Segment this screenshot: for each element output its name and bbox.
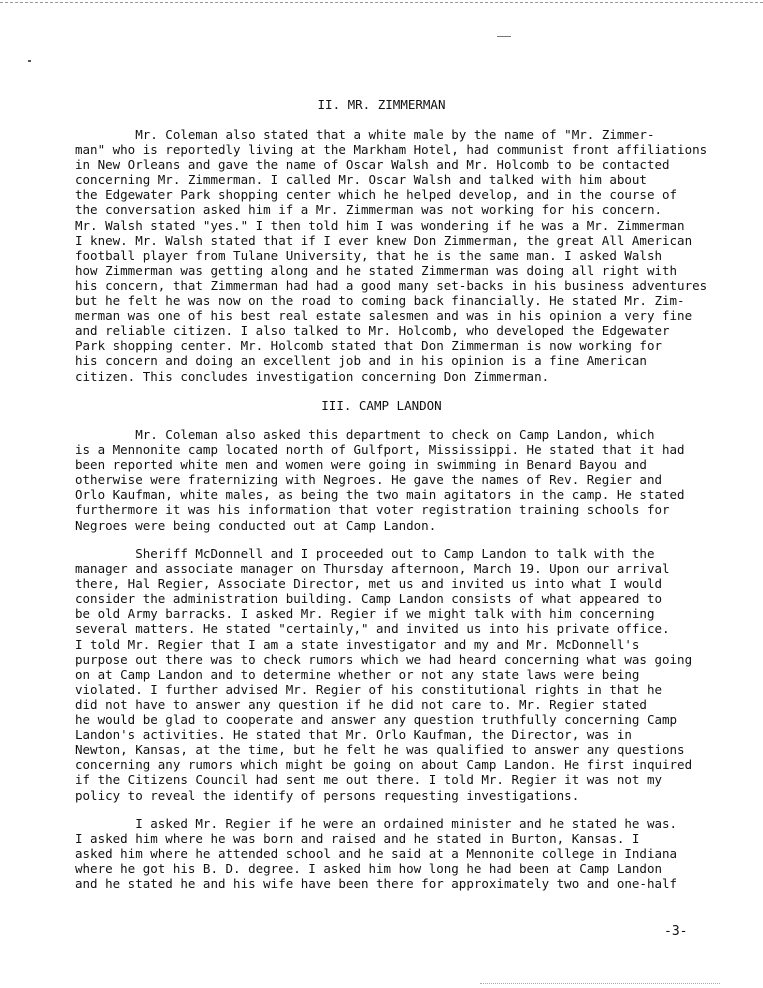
text-line: Mr. Coleman also stated that a white male by the name of "Mr. Zimmer- — [75, 127, 655, 142]
text-line: Mr. Coleman also asked this department to check on Camp Landon, which — [75, 427, 655, 442]
text-line: policy to reveal the identify of persons requesting investigations. — [75, 787, 580, 803]
camp-landon-paragraph-1 — [75, 427, 715, 533]
text-line: if the Citizens Council had sent me out there. I told Mr. Regier it was not my — [75, 772, 662, 788]
text-line: how Zimmerman was getting along and he stated Zimmerman was doing all right with — [75, 262, 678, 278]
text-line: Park shopping center. Mr. Holcomb stated that Don Zimmerman is now working for — [75, 338, 662, 354]
text-line: furthermore it was his information that voter registration training schools for — [75, 502, 670, 518]
text-line: several matters. He stated "certainly," and invited us into his private office. — [75, 621, 670, 637]
text-line: manager and associate manager on Thursday afternoon, March 19. Upon our arrival — [75, 561, 670, 577]
text-line: I told Mr. Regier that I am a state investigator and my and Mr. McDonnell's — [75, 636, 640, 652]
camp-landon-paragraph-3 — [75, 816, 715, 891]
text-line: otherwise were fraternizing with Negroes. He gave the names of Rev. Regier and — [75, 472, 662, 488]
text-line: his concern, that Zimmerman had had a good many set-backs in his business adventures — [75, 277, 708, 293]
text-line: purpose out there was to check rumors which we had heard concerning what was going — [75, 651, 693, 667]
zimmerman-paragraph — [75, 127, 715, 384]
section-heading-zimmerman: II. MR. ZIMMERMAN — [317, 97, 446, 112]
text-line: concerning Mr. Zimmerman. I called Mr. Oscar Walsh and talked with him about — [75, 172, 647, 188]
text-line: and he stated he and his wife have been there for approximately two and one-half — [75, 876, 678, 892]
text-line: but he felt he was now on the road to coming back financially. He stated Mr. Zim- — [75, 293, 685, 309]
text-line: and reliable citizen. I also talked to Mr. Holcomb, who developed the Edgewater — [75, 323, 670, 339]
text-line: there, Hal Regier, Associate Director, met us and invited us into what I would — [75, 576, 662, 592]
text-line: been reported white men and women were going in swimming in Benard Bayou and — [75, 457, 647, 473]
text-line: football player from Tulane University, that he is the same man. I asked Walsh — [75, 247, 662, 263]
text-line: he would be glad to cooperate and answer any question truthfully concerning Camp — [75, 712, 678, 728]
text-line: his concern and doing an excellent job and in his opinion is a fine American — [75, 353, 647, 369]
text-line: Newton, Kansas, at the time, but he felt he was qualified to answer any questions — [75, 742, 685, 758]
scan-mark — [497, 36, 511, 37]
scan-speck — [28, 60, 31, 62]
text-line: Mr. Walsh stated "yes." I then told him I was wondering if he was a Mr. Zimmerman — [75, 217, 685, 233]
text-line: I asked Mr. Regier if he were an ordained minister and he stated he was. — [75, 816, 678, 831]
text-line: violated. I further advised Mr. Regier of his constitutional rights in that he — [75, 681, 662, 697]
text-line: be old Army barracks. I asked Mr. Regier if we might talk with him concerning — [75, 606, 655, 622]
text-line: concerning any rumors which might be going on about Camp Landon. He first inquired — [75, 757, 693, 773]
text-line: I knew. Mr. Walsh stated that if I ever knew Don Zimmerman, the great All American — [75, 232, 693, 248]
text-line: in New Orleans and gave the name of Oscar Walsh and Mr. Holcomb to be contacted — [75, 157, 670, 173]
text-line: I asked him where he was born and raised and he stated in Burton, Kansas. I — [75, 831, 640, 847]
text-line: did not have to answer any question if he did not care to. Mr. Regier stated — [75, 696, 647, 712]
camp-landon-paragraph-2 — [75, 546, 715, 803]
text-line: is a Mennonite camp located north of Gulfport, Mississippi. He stated that it had — [75, 442, 685, 458]
text-line: man" who is reportedly living at the Markham Hotel, had communist front affiliations — [75, 142, 708, 158]
text-line: merman was one of his best real estate salesmen and was in his opinion a very fine — [75, 308, 693, 324]
text-line: consider the administration building. Camp Landon consists of what appeared to — [75, 591, 662, 607]
text-line: asked him where he attended school and he said at a Mennonite college in Indiana — [75, 846, 678, 862]
text-line: Orlo Kaufman, white males, as being the two main agitators in the camp. He stated — [75, 487, 685, 503]
text-line: the conversation asked him if a Mr. Zimmerman was not working for his concern. — [75, 202, 662, 218]
text-line: Landon's activities. He stated that Mr. Orlo Kaufman, the Director, was in — [75, 727, 632, 743]
page-top-border — [0, 2, 763, 3]
page-bottom-dots — [480, 983, 720, 984]
text-line: where he got his B. D. degree. I asked him how long he had been at Camp Landon — [75, 861, 662, 877]
section-heading-camp-landon: III. CAMP LANDON — [321, 398, 442, 413]
text-line: Sheriff McDonnell and I proceeded out to Camp Landon to talk with the — [75, 546, 655, 561]
text-line: Negroes were being conducted out at Camp Landon. — [75, 517, 437, 533]
text-line: the Edgewater Park shopping center which he helped develop, and in the course of — [75, 187, 678, 203]
text-line: citizen. This concludes investigation concerning Don Zimmerman. — [75, 368, 550, 384]
page-number: -3- — [664, 924, 688, 939]
text-line: on at Camp Landon and to determine whether or not any state laws were being — [75, 666, 640, 682]
